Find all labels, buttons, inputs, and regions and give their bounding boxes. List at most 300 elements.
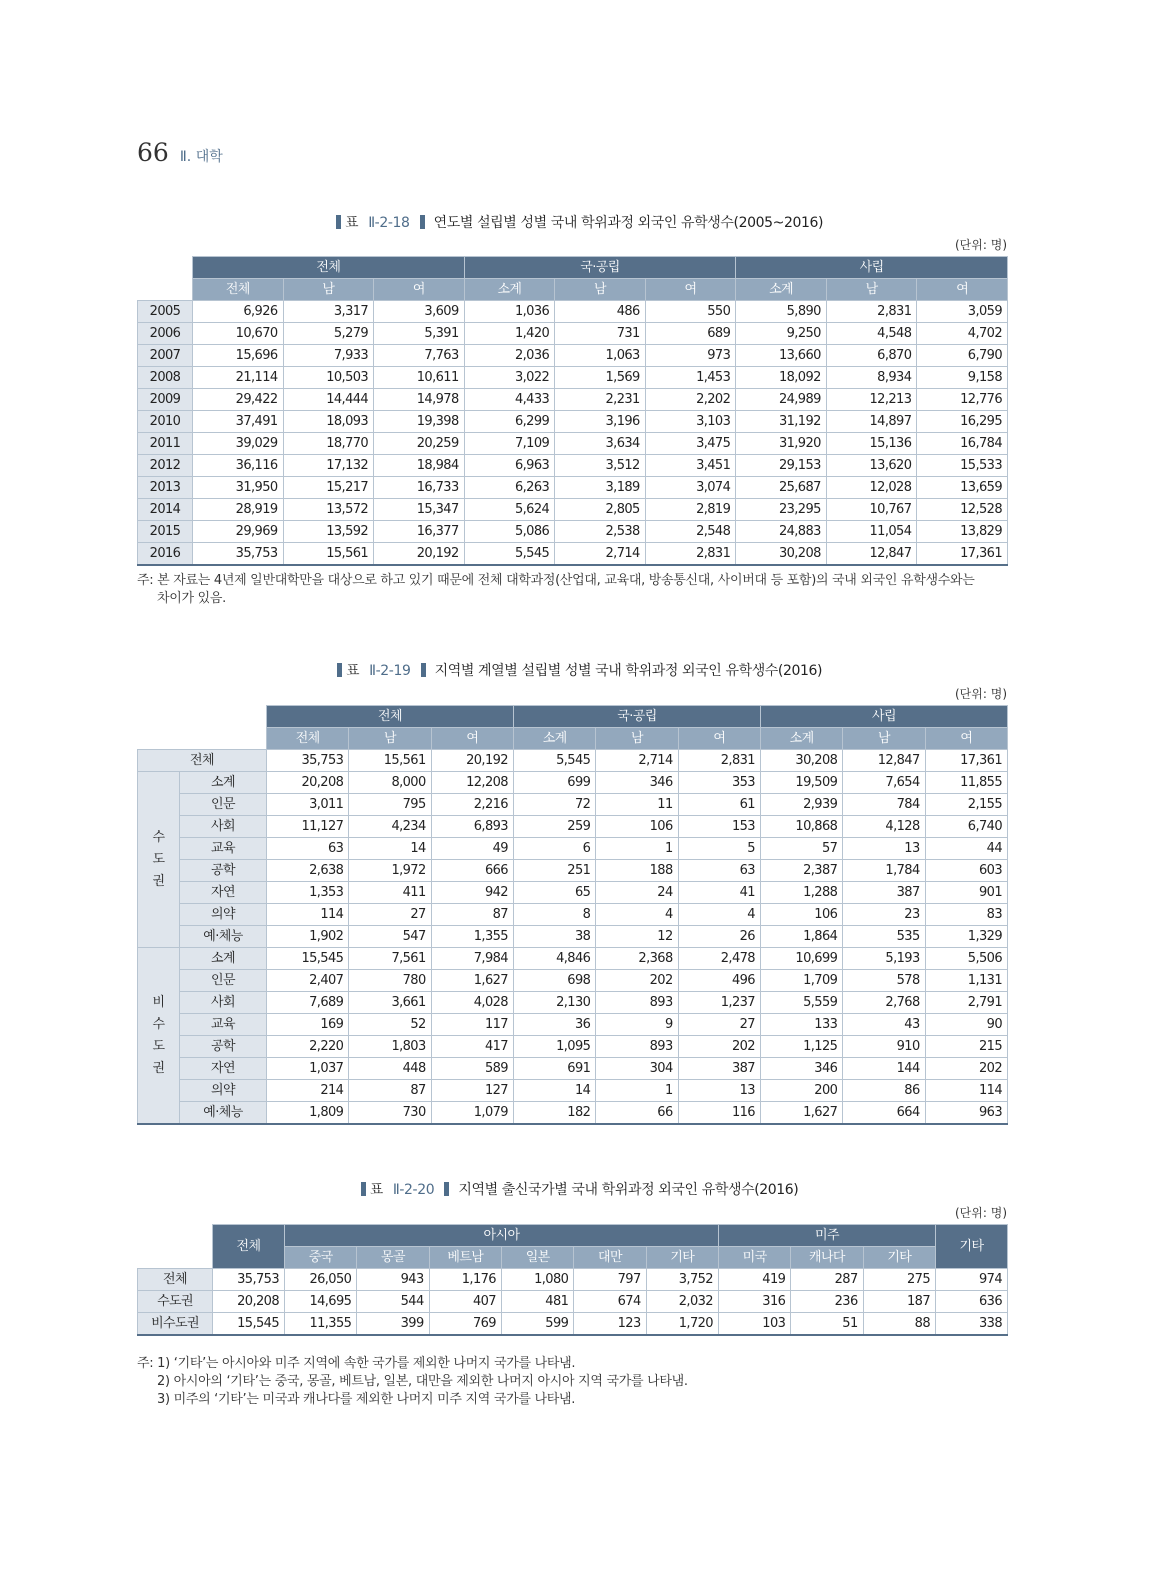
data-cell: 1,803 bbox=[349, 1036, 431, 1058]
data-cell: 535 bbox=[843, 926, 925, 948]
data-cell: 769 bbox=[429, 1313, 501, 1336]
data-cell: 1,709 bbox=[760, 970, 842, 992]
data-cell: 6,263 bbox=[464, 477, 555, 499]
table-20-caption bbox=[0, 1179, 1159, 1199]
data-cell: 18,984 bbox=[374, 455, 465, 477]
data-cell: 589 bbox=[431, 1058, 513, 1080]
data-cell: 7,561 bbox=[349, 948, 431, 970]
data-cell: 2,538 bbox=[555, 521, 646, 543]
region-char: 수 bbox=[152, 829, 165, 845]
data-cell: 5,559 bbox=[760, 992, 842, 1014]
data-cell: 4 bbox=[678, 904, 760, 926]
sub-header: 일본 bbox=[501, 1247, 573, 1269]
sub-header: 전체 bbox=[193, 279, 284, 301]
data-cell: 550 bbox=[645, 301, 736, 323]
data-cell: 1,080 bbox=[501, 1269, 573, 1291]
row-label: 비수도권 bbox=[138, 1313, 213, 1336]
row-label: 예·체능 bbox=[180, 926, 267, 948]
data-cell: 251 bbox=[513, 860, 595, 882]
data-cell: 66 bbox=[596, 1102, 678, 1125]
group-header: 사립 bbox=[760, 706, 1007, 728]
data-cell: 5,545 bbox=[513, 750, 595, 772]
table-19-caption bbox=[0, 660, 1159, 680]
data-cell: 943 bbox=[357, 1269, 429, 1291]
data-cell: 3,074 bbox=[645, 477, 736, 499]
data-cell: 2,638 bbox=[267, 860, 349, 882]
data-cell: 636 bbox=[936, 1291, 1008, 1313]
table-row bbox=[138, 521, 1008, 543]
data-cell: 29,153 bbox=[736, 455, 827, 477]
data-cell: 12,847 bbox=[843, 750, 925, 772]
table-number: Ⅱ-2-20 bbox=[392, 1182, 435, 1198]
data-cell: 15,561 bbox=[283, 543, 374, 566]
data-cell: 13,592 bbox=[283, 521, 374, 543]
data-cell: 6,740 bbox=[925, 816, 1007, 838]
row-label: 자연 bbox=[180, 882, 267, 904]
data-cell: 910 bbox=[843, 1036, 925, 1058]
data-cell: 20,192 bbox=[374, 543, 465, 566]
data-cell: 10,868 bbox=[760, 816, 842, 838]
data-cell: 3,196 bbox=[555, 411, 646, 433]
data-cell: 6,870 bbox=[826, 345, 917, 367]
table-row bbox=[138, 301, 1008, 323]
data-cell: 2,130 bbox=[513, 992, 595, 1014]
data-cell: 14 bbox=[349, 838, 431, 860]
data-cell: 973 bbox=[645, 345, 736, 367]
data-cell: 202 bbox=[925, 1058, 1007, 1080]
data-cell: 16,295 bbox=[917, 411, 1008, 433]
corner-cell bbox=[138, 706, 267, 750]
row-label: 2008 bbox=[138, 367, 193, 389]
data-cell: 1,972 bbox=[349, 860, 431, 882]
data-cell: 2,387 bbox=[760, 860, 842, 882]
data-cell: 20,208 bbox=[267, 772, 349, 794]
table-row bbox=[138, 794, 1008, 816]
data-cell: 6 bbox=[513, 838, 595, 860]
data-cell: 578 bbox=[843, 970, 925, 992]
data-cell: 4,234 bbox=[349, 816, 431, 838]
row-label: 수도권 bbox=[138, 1291, 213, 1313]
data-cell: 544 bbox=[357, 1291, 429, 1313]
data-cell: 18,093 bbox=[283, 411, 374, 433]
data-cell: 28,919 bbox=[193, 499, 284, 521]
sub-header: 여 bbox=[431, 728, 513, 750]
data-cell: 236 bbox=[791, 1291, 863, 1313]
table-18-caption bbox=[0, 212, 1159, 232]
data-cell: 2,714 bbox=[596, 750, 678, 772]
sub-header: 소계 bbox=[760, 728, 842, 750]
row-label: 인문 bbox=[180, 970, 267, 992]
row-label: 2006 bbox=[138, 323, 193, 345]
data-cell: 72 bbox=[513, 794, 595, 816]
data-cell: 259 bbox=[513, 816, 595, 838]
row-label: 소계 bbox=[180, 772, 267, 794]
data-cell: 893 bbox=[596, 992, 678, 1014]
data-cell: 19,398 bbox=[374, 411, 465, 433]
data-cell: 901 bbox=[925, 882, 1007, 904]
data-cell: 11,127 bbox=[267, 816, 349, 838]
data-cell: 15,533 bbox=[917, 455, 1008, 477]
sub-header: 남 bbox=[349, 728, 431, 750]
data-cell: 1 bbox=[596, 838, 678, 860]
row-label: 2010 bbox=[138, 411, 193, 433]
caption-bar-icon bbox=[337, 663, 342, 677]
data-cell: 1,420 bbox=[464, 323, 555, 345]
data-cell: 275 bbox=[863, 1269, 935, 1291]
data-cell: 1,809 bbox=[267, 1102, 349, 1125]
row-label: 교육 bbox=[180, 838, 267, 860]
table-row bbox=[138, 433, 1008, 455]
row-label: 전체 bbox=[138, 750, 267, 772]
row-label: 예·체능 bbox=[180, 1102, 267, 1125]
sub-header: 대만 bbox=[574, 1247, 646, 1269]
data-cell: 2,220 bbox=[267, 1036, 349, 1058]
data-cell: 18,092 bbox=[736, 367, 827, 389]
data-cell: 2,714 bbox=[555, 543, 646, 566]
caption-label: 표 bbox=[369, 1182, 383, 1198]
data-cell: 14,695 bbox=[285, 1291, 357, 1313]
data-cell: 5,086 bbox=[464, 521, 555, 543]
data-cell: 5 bbox=[678, 838, 760, 860]
data-cell: 31,192 bbox=[736, 411, 827, 433]
sub-header: 여 bbox=[645, 279, 736, 301]
row-label: 의약 bbox=[180, 904, 267, 926]
row-label: 2007 bbox=[138, 345, 193, 367]
data-cell: 12,208 bbox=[431, 772, 513, 794]
data-cell: 24,883 bbox=[736, 521, 827, 543]
table-row bbox=[138, 367, 1008, 389]
data-cell: 12,213 bbox=[826, 389, 917, 411]
data-cell: 20,259 bbox=[374, 433, 465, 455]
data-cell: 1,569 bbox=[555, 367, 646, 389]
data-cell: 448 bbox=[349, 1058, 431, 1080]
table-row bbox=[138, 860, 1008, 882]
sub-header: 소계 bbox=[736, 279, 827, 301]
data-cell: 10,767 bbox=[826, 499, 917, 521]
data-cell: 182 bbox=[513, 1102, 595, 1125]
table-title: 연도별 설립별 성별 국내 학위과정 외국인 유학생수(2005~2016) bbox=[433, 215, 824, 231]
data-cell: 11 bbox=[596, 794, 678, 816]
data-cell: 188 bbox=[596, 860, 678, 882]
data-cell: 39,029 bbox=[193, 433, 284, 455]
data-cell: 417 bbox=[431, 1036, 513, 1058]
sub-header: 베트남 bbox=[429, 1247, 501, 1269]
data-cell: 731 bbox=[555, 323, 646, 345]
data-cell: 797 bbox=[574, 1269, 646, 1291]
data-cell: 10,611 bbox=[374, 367, 465, 389]
data-cell: 2,768 bbox=[843, 992, 925, 1014]
table-row bbox=[138, 1080, 1008, 1102]
table-20 bbox=[137, 1224, 1008, 1336]
data-cell: 7,763 bbox=[374, 345, 465, 367]
data-cell: 12 bbox=[596, 926, 678, 948]
data-cell: 26 bbox=[678, 926, 760, 948]
data-cell: 3,661 bbox=[349, 992, 431, 1014]
data-cell: 15,136 bbox=[826, 433, 917, 455]
data-cell: 974 bbox=[936, 1269, 1008, 1291]
data-cell: 9,158 bbox=[917, 367, 1008, 389]
data-cell: 187 bbox=[863, 1291, 935, 1313]
data-cell: 2,831 bbox=[678, 750, 760, 772]
data-cell: 1,353 bbox=[267, 882, 349, 904]
data-cell: 603 bbox=[925, 860, 1007, 882]
total-header: 전체 bbox=[213, 1225, 285, 1269]
corner-cell bbox=[138, 1225, 213, 1269]
sub-header: 여 bbox=[917, 279, 1008, 301]
data-cell: 1,864 bbox=[760, 926, 842, 948]
data-cell: 1,784 bbox=[843, 860, 925, 882]
row-label: 사회 bbox=[180, 992, 267, 1014]
table-row bbox=[138, 1014, 1008, 1036]
sub-header: 중국 bbox=[285, 1247, 357, 1269]
data-cell: 419 bbox=[718, 1269, 790, 1291]
data-cell: 3,022 bbox=[464, 367, 555, 389]
data-cell: 86 bbox=[843, 1080, 925, 1102]
data-cell: 674 bbox=[574, 1291, 646, 1313]
sub-header: 남 bbox=[283, 279, 374, 301]
caption-bar-icon bbox=[420, 215, 425, 229]
data-cell: 29,422 bbox=[193, 389, 284, 411]
data-cell: 1,125 bbox=[760, 1036, 842, 1058]
group-header-america: 미주 bbox=[718, 1225, 935, 1247]
data-cell: 15,545 bbox=[213, 1313, 285, 1336]
caption-bar-icon bbox=[421, 663, 426, 677]
data-cell: 407 bbox=[429, 1291, 501, 1313]
data-cell: 202 bbox=[596, 970, 678, 992]
data-cell: 36,116 bbox=[193, 455, 284, 477]
caption-label: 표 bbox=[345, 215, 359, 231]
row-label: 전체 bbox=[138, 1269, 213, 1291]
data-cell: 23 bbox=[843, 904, 925, 926]
data-cell: 2,819 bbox=[645, 499, 736, 521]
data-cell: 15,545 bbox=[267, 948, 349, 970]
caption-bar-icon bbox=[361, 1182, 366, 1196]
data-cell: 11,355 bbox=[285, 1313, 357, 1336]
data-cell: 13,660 bbox=[736, 345, 827, 367]
sub-header: 미국 bbox=[718, 1247, 790, 1269]
data-cell: 4,433 bbox=[464, 389, 555, 411]
data-cell: 5,890 bbox=[736, 301, 827, 323]
note-line: 2) 아시아의 ‘기타’는 중국, 몽골, 베트남, 일본, 대만을 제외한 나머지 아시아 지역 국가를 나타냄. bbox=[157, 1374, 688, 1389]
data-cell: 1 bbox=[596, 1080, 678, 1102]
table-row bbox=[138, 389, 1008, 411]
data-cell: 2,036 bbox=[464, 345, 555, 367]
data-cell: 63 bbox=[267, 838, 349, 860]
data-cell: 2,155 bbox=[925, 794, 1007, 816]
data-cell: 2,407 bbox=[267, 970, 349, 992]
data-cell: 15,561 bbox=[349, 750, 431, 772]
corner-cell bbox=[138, 257, 193, 301]
data-cell: 963 bbox=[925, 1102, 1007, 1125]
data-cell: 3,634 bbox=[555, 433, 646, 455]
data-cell: 15,347 bbox=[374, 499, 465, 521]
sub-header-row bbox=[138, 279, 1008, 301]
data-cell: 784 bbox=[843, 794, 925, 816]
data-cell: 87 bbox=[431, 904, 513, 926]
data-cell: 10,503 bbox=[283, 367, 374, 389]
sub-header: 남 bbox=[826, 279, 917, 301]
sub-header: 전체 bbox=[267, 728, 349, 750]
row-label: 의약 bbox=[180, 1080, 267, 1102]
row-label: 공학 bbox=[180, 860, 267, 882]
table-row bbox=[138, 882, 1008, 904]
table-row bbox=[138, 543, 1008, 566]
table-row bbox=[138, 499, 1008, 521]
data-cell: 4,028 bbox=[431, 992, 513, 1014]
data-cell: 11,855 bbox=[925, 772, 1007, 794]
data-cell: 6,963 bbox=[464, 455, 555, 477]
data-cell: 12,528 bbox=[917, 499, 1008, 521]
data-cell: 15,696 bbox=[193, 345, 284, 367]
data-cell: 133 bbox=[760, 1014, 842, 1036]
data-cell: 6,299 bbox=[464, 411, 555, 433]
data-cell: 8,000 bbox=[349, 772, 431, 794]
data-cell: 1,036 bbox=[464, 301, 555, 323]
data-cell: 13,620 bbox=[826, 455, 917, 477]
data-cell: 3,317 bbox=[283, 301, 374, 323]
data-cell: 2,805 bbox=[555, 499, 646, 521]
table-row bbox=[138, 1269, 1008, 1291]
data-cell: 1,453 bbox=[645, 367, 736, 389]
data-cell: 346 bbox=[760, 1058, 842, 1080]
note-line: 3) 미주의 ‘기타’는 미국과 캐나다를 제외한 나머지 미주 지역 국가를 나타냄. bbox=[157, 1392, 576, 1407]
data-cell: 3,451 bbox=[645, 455, 736, 477]
data-cell: 7,689 bbox=[267, 992, 349, 1014]
row-label: 자연 bbox=[180, 1058, 267, 1080]
data-cell: 21,114 bbox=[193, 367, 284, 389]
table-row bbox=[138, 970, 1008, 992]
row-label: 교육 bbox=[180, 1014, 267, 1036]
data-cell: 496 bbox=[678, 970, 760, 992]
table-row bbox=[138, 816, 1008, 838]
group-header: 전체 bbox=[267, 706, 514, 728]
data-cell: 214 bbox=[267, 1080, 349, 1102]
data-cell: 7,654 bbox=[843, 772, 925, 794]
row-label: 2016 bbox=[138, 543, 193, 566]
data-cell: 1,176 bbox=[429, 1269, 501, 1291]
data-cell: 88 bbox=[863, 1313, 935, 1336]
data-cell: 1,329 bbox=[925, 926, 1007, 948]
data-cell: 4,846 bbox=[513, 948, 595, 970]
note-line: 주: 1) ‘기타’는 아시아와 미주 지역에 속한 국가를 제외한 나머지 국가를 나타냄. bbox=[137, 1356, 576, 1371]
data-cell: 31,920 bbox=[736, 433, 827, 455]
data-cell: 61 bbox=[678, 794, 760, 816]
data-cell: 13,572 bbox=[283, 499, 374, 521]
sub-header: 몽골 bbox=[357, 1247, 429, 1269]
data-cell: 666 bbox=[431, 860, 513, 882]
page-number: 66 bbox=[137, 138, 169, 167]
data-cell: 16,784 bbox=[917, 433, 1008, 455]
row-label: 인문 bbox=[180, 794, 267, 816]
data-cell: 200 bbox=[760, 1080, 842, 1102]
data-cell: 2,791 bbox=[925, 992, 1007, 1014]
data-cell: 35,753 bbox=[213, 1269, 285, 1291]
data-cell: 29,969 bbox=[193, 521, 284, 543]
data-cell: 6,893 bbox=[431, 816, 513, 838]
data-cell: 1,237 bbox=[678, 992, 760, 1014]
table-18 bbox=[137, 256, 1008, 566]
data-cell: 106 bbox=[596, 816, 678, 838]
data-cell: 4,702 bbox=[917, 323, 1008, 345]
data-cell: 699 bbox=[513, 772, 595, 794]
data-cell: 3,059 bbox=[917, 301, 1008, 323]
sub-header: 남 bbox=[843, 728, 925, 750]
caption-bar-icon bbox=[336, 215, 341, 229]
region-char: 권 bbox=[152, 873, 165, 889]
data-cell: 346 bbox=[596, 772, 678, 794]
table-row bbox=[138, 455, 1008, 477]
data-cell: 7,984 bbox=[431, 948, 513, 970]
row-label: 2012 bbox=[138, 455, 193, 477]
table-row bbox=[138, 1058, 1008, 1080]
table-row bbox=[138, 838, 1008, 860]
data-cell: 5,193 bbox=[843, 948, 925, 970]
group-header: 국·공립 bbox=[513, 706, 760, 728]
data-cell: 10,699 bbox=[760, 948, 842, 970]
data-cell: 26,050 bbox=[285, 1269, 357, 1291]
data-cell: 3,475 bbox=[645, 433, 736, 455]
data-cell: 12,776 bbox=[917, 389, 1008, 411]
data-cell: 338 bbox=[936, 1313, 1008, 1336]
data-cell: 31,950 bbox=[193, 477, 284, 499]
data-cell: 730 bbox=[349, 1102, 431, 1125]
row-label: 2011 bbox=[138, 433, 193, 455]
data-cell: 36 bbox=[513, 1014, 595, 1036]
data-cell: 1,902 bbox=[267, 926, 349, 948]
table-row bbox=[138, 992, 1008, 1014]
data-cell: 13,659 bbox=[917, 477, 1008, 499]
data-cell: 27 bbox=[678, 1014, 760, 1036]
data-cell: 4,128 bbox=[843, 816, 925, 838]
data-cell: 1,720 bbox=[646, 1313, 718, 1336]
data-cell: 13,829 bbox=[917, 521, 1008, 543]
data-cell: 1,095 bbox=[513, 1036, 595, 1058]
row-label: 2015 bbox=[138, 521, 193, 543]
data-cell: 2,939 bbox=[760, 794, 842, 816]
data-cell: 202 bbox=[678, 1036, 760, 1058]
data-cell: 689 bbox=[645, 323, 736, 345]
region-char: 도 bbox=[152, 1038, 165, 1054]
data-cell: 153 bbox=[678, 816, 760, 838]
table-row bbox=[138, 772, 1008, 794]
data-cell: 2,548 bbox=[645, 521, 736, 543]
data-cell: 41 bbox=[678, 882, 760, 904]
data-cell: 5,545 bbox=[464, 543, 555, 566]
table-title: 지역별 출신국가별 국내 학위과정 외국인 유학생수(2016) bbox=[458, 1182, 799, 1198]
data-cell: 8,934 bbox=[826, 367, 917, 389]
table-row bbox=[138, 323, 1008, 345]
row-label: 소계 bbox=[180, 948, 267, 970]
sub-header: 캐나다 bbox=[791, 1247, 863, 1269]
data-cell: 19,509 bbox=[760, 772, 842, 794]
data-cell: 12,847 bbox=[826, 543, 917, 566]
data-cell: 12,028 bbox=[826, 477, 917, 499]
data-cell: 316 bbox=[718, 1291, 790, 1313]
table-row bbox=[138, 948, 1008, 970]
table-19 bbox=[137, 705, 1008, 1125]
data-cell: 37,491 bbox=[193, 411, 284, 433]
sub-header: 남 bbox=[596, 728, 678, 750]
data-cell: 123 bbox=[574, 1313, 646, 1336]
data-cell: 51 bbox=[791, 1313, 863, 1336]
data-cell: 35,753 bbox=[193, 543, 284, 566]
data-cell: 18,770 bbox=[283, 433, 374, 455]
data-cell: 9,250 bbox=[736, 323, 827, 345]
data-cell: 15,217 bbox=[283, 477, 374, 499]
caption-bar-icon bbox=[444, 1182, 449, 1196]
data-cell: 4 bbox=[596, 904, 678, 926]
data-cell: 24,989 bbox=[736, 389, 827, 411]
